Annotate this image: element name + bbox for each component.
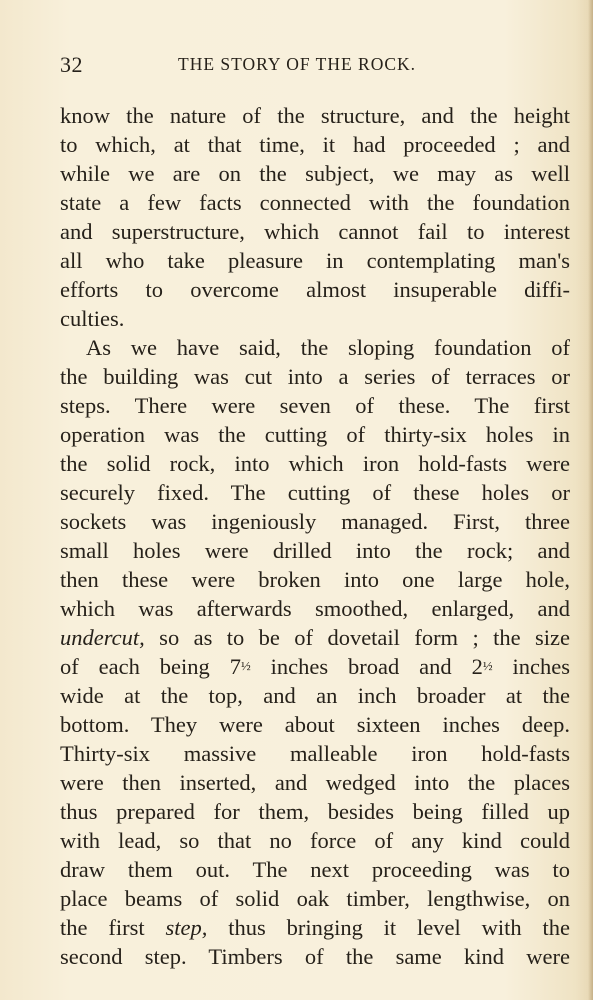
text-line: state a few facts connected with the foundation xyxy=(60,190,570,215)
text-line: with lead, so that no force of any kind could xyxy=(60,828,570,853)
text-line: efforts to overcome almost insuperable diffi- xyxy=(60,277,570,302)
text-line: and superstructure, which cannot fail to interest xyxy=(60,219,570,244)
text-line: bottom. They were about sixteen inches deep. xyxy=(60,712,570,737)
text-line-paragraph-start: As we have said, the sloping foundation of xyxy=(86,335,570,360)
text-line: sockets was ingeniously managed. First, three xyxy=(60,509,570,534)
italic-word: step, xyxy=(165,915,208,940)
page-edge-shadow xyxy=(588,0,593,1000)
page-header xyxy=(60,52,570,78)
text-line: know the nature of the structure, and the height xyxy=(60,103,570,128)
text-line: undercut, so as to be of dovetail form ; the size xyxy=(60,625,570,650)
text-line: the solid rock, into which iron hold-fasts were xyxy=(60,451,570,476)
text-line: the first step, thus bringing it level with the xyxy=(60,915,570,940)
text-line: place beams of solid oak timber, lengthwise, on xyxy=(60,886,570,911)
text-line-paragraph-end: culties. xyxy=(60,306,125,331)
text-line: steps. There were seven of these. The first xyxy=(60,393,570,418)
text-line: then these were broken into one large hole, xyxy=(60,567,570,592)
body-text xyxy=(60,101,570,971)
text-line: to which, at that time, it had proceeded ; and xyxy=(60,132,570,157)
text-line: thus prepared for them, besides being filled up xyxy=(60,799,570,824)
text-line: were then inserted, and wedged into the places xyxy=(60,770,570,795)
text-line: securely fixed. The cutting of these holes or xyxy=(60,480,570,505)
running-title: THE STORY OF THE ROCK. xyxy=(178,54,417,74)
text-line-fractions: of each being 7½ inches broad and 2½ inches xyxy=(60,654,570,679)
text-line: second step. Timbers of the same kind were xyxy=(60,944,570,969)
text-line: wide at the top, and an inch broader at the xyxy=(60,683,570,708)
page-number: 32 xyxy=(60,52,83,77)
text-line: all who take pleasure in contemplating man's xyxy=(60,248,570,273)
fraction-half: ½ xyxy=(240,658,251,673)
text-line: which was afterwards smoothed, enlarged, and xyxy=(60,596,570,621)
text-line: operation was the cutting of thirty-six holes in xyxy=(60,422,570,447)
text-line: small holes were drilled into the rock; and xyxy=(60,538,570,563)
text-line: Thirty-six massive malleable iron hold-fasts xyxy=(60,741,570,766)
italic-word: undercut, xyxy=(60,625,145,650)
fraction-half: ½ xyxy=(482,658,493,673)
text-line: draw them out. The next proceeding was to xyxy=(60,857,570,882)
text-line: the building was cut into a series of terraces or xyxy=(60,364,570,389)
text-line: while we are on the subject, we may as well xyxy=(60,161,570,186)
